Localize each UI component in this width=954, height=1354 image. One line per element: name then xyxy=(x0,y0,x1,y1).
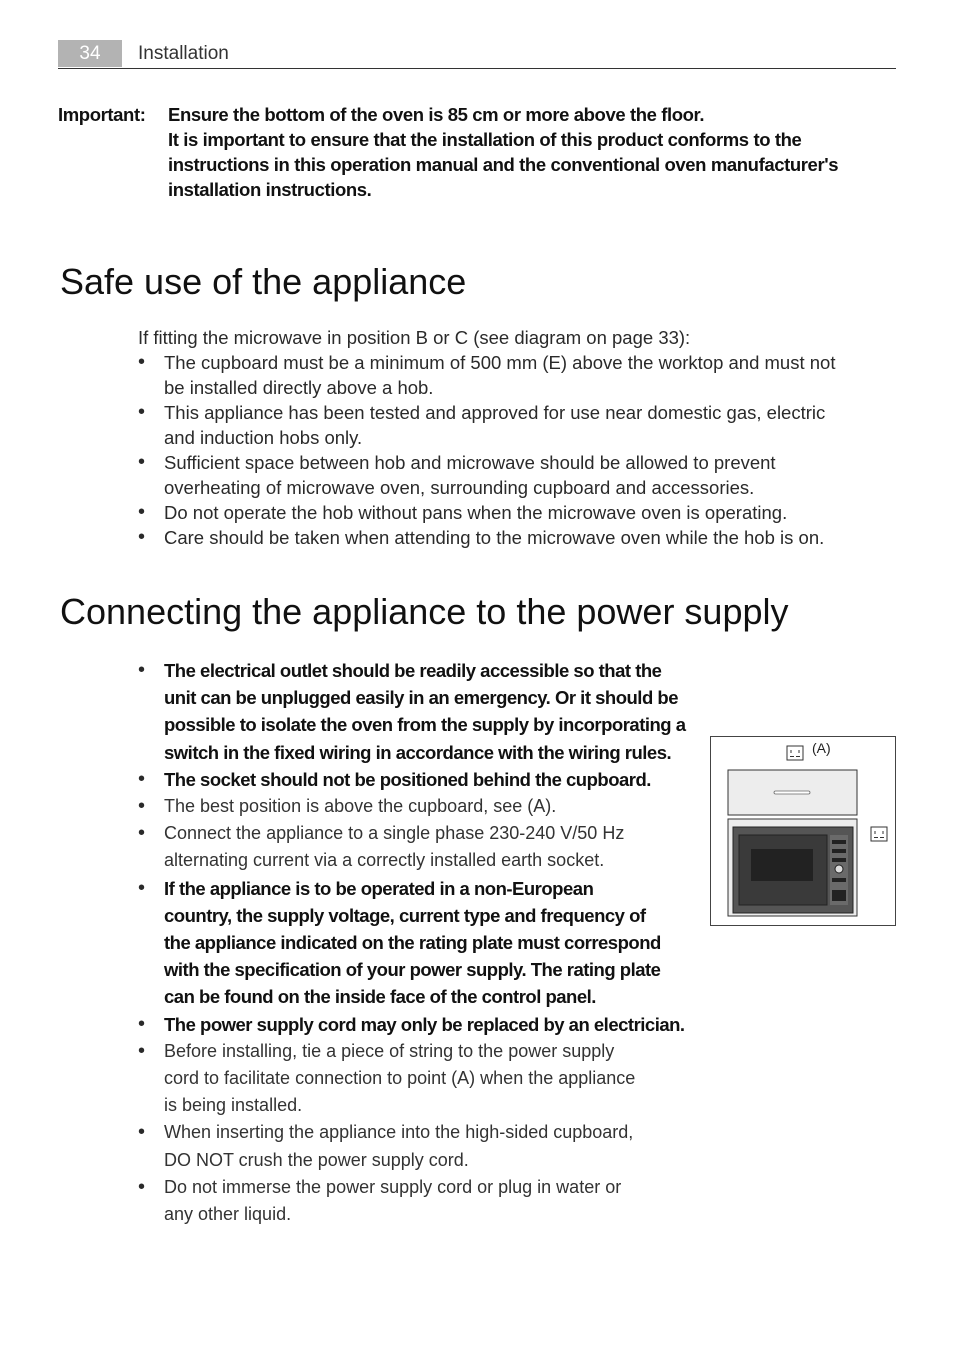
list-item-text: • Do not immerse the power supply cord or plug in water or any other liquid. xyxy=(164,1176,622,1225)
safe-use-list xyxy=(138,350,898,550)
list-item xyxy=(138,500,898,525)
list-item-text: • Before installing, tie a piece of string to the power supply cord to facilitate connection to point (A) when the appliance is being installed. xyxy=(164,1040,636,1116)
list-item-text: • The best position is above the cupboard, see (A). xyxy=(164,796,557,817)
list-item-text: • This appliance has been tested and approved for use near domestic gas, electric and induction hobs only. xyxy=(164,402,826,448)
important-line: It is important to ensure that the installation of this product conforms to the xyxy=(168,129,802,150)
list-item xyxy=(138,1119,708,1173)
installation-diagram xyxy=(710,736,896,926)
safe-use-heading: Safe use of the appliance xyxy=(60,261,467,302)
important-text xyxy=(168,102,898,202)
socket-side-icon xyxy=(871,827,887,841)
list-item xyxy=(138,350,898,400)
page-number: 34 xyxy=(58,40,122,67)
power-supply-list xyxy=(138,657,708,1228)
section-title: Installation xyxy=(138,43,229,64)
list-item xyxy=(138,450,898,500)
list-item xyxy=(138,657,708,766)
list-item-text: • If the appliance is to be operated in a non-European country, the supply voltage, current type and frequency of the appliance indicated on the rating plate must correspond with the specification of your power supply. The rating plate can be found on the inside face of the control panel. xyxy=(164,877,661,1008)
list-item-text: • The electrical outlet should be readily accessible so that the unit can be unplugged easily in an emergency. Or it should be possible to isolate the oven from the supply by incorporating a switch in the fixed wiring in accordance with the wiring rules. xyxy=(164,660,686,763)
important-line: installation instructions. xyxy=(168,179,372,200)
oven-diagram-icon xyxy=(711,737,897,927)
list-item xyxy=(138,766,708,793)
list-item xyxy=(138,1038,708,1120)
list-item xyxy=(138,525,898,550)
important-line: instructions in this operation manual and the conventional oven manufacturer's xyxy=(168,154,839,175)
list-item xyxy=(138,875,708,1011)
safe-use-intro: If fitting the microwave in position B or C (see diagram on page 33): xyxy=(138,327,691,348)
list-item xyxy=(138,400,898,450)
list-item-text: • Do not operate the hob without pans when the microwave oven is operating. xyxy=(164,502,788,523)
list-item-text: • The socket should not be positioned behind the cupboard. xyxy=(164,768,651,790)
list-item-text: • When inserting the appliance into the high-sided cupboard, DO NOT crush the power supply cord. xyxy=(164,1122,634,1170)
important-line: Ensure the bottom of the oven is 85 cm or more above the floor. xyxy=(168,104,705,125)
list-item-text: • The power supply cord may only be replaced by an electrician. xyxy=(164,1013,685,1035)
upper-oven-icon xyxy=(728,770,857,815)
socket-a-icon xyxy=(787,746,803,760)
list-item xyxy=(138,793,708,820)
list-item-text: • Sufficient space between hob and microwave should be allowed to prevent overheating of microwave oven, surrounding cupboard and accessories. xyxy=(164,452,776,498)
important-label: Important: xyxy=(58,104,146,125)
list-item-text: • Care should be taken when attending to the microwave oven while the hob is on. xyxy=(164,527,825,548)
power-supply-heading: Connecting the appliance to the power supply xyxy=(60,591,789,632)
list-item xyxy=(138,820,708,874)
microwave-icon xyxy=(728,819,857,916)
figure-label: (A) xyxy=(812,740,831,756)
list-item xyxy=(138,1174,708,1228)
header-divider xyxy=(58,68,896,69)
list-item-text: • The cupboard must be a minimum of 500 mm (E) above the worktop and must not be installed directly above a hob. xyxy=(164,352,836,398)
list-item-text: • Connect the appliance to a single phase 230-240 V/50 Hz alternating current via a correctly installed earth socket. xyxy=(164,823,625,871)
list-item xyxy=(138,1011,708,1038)
